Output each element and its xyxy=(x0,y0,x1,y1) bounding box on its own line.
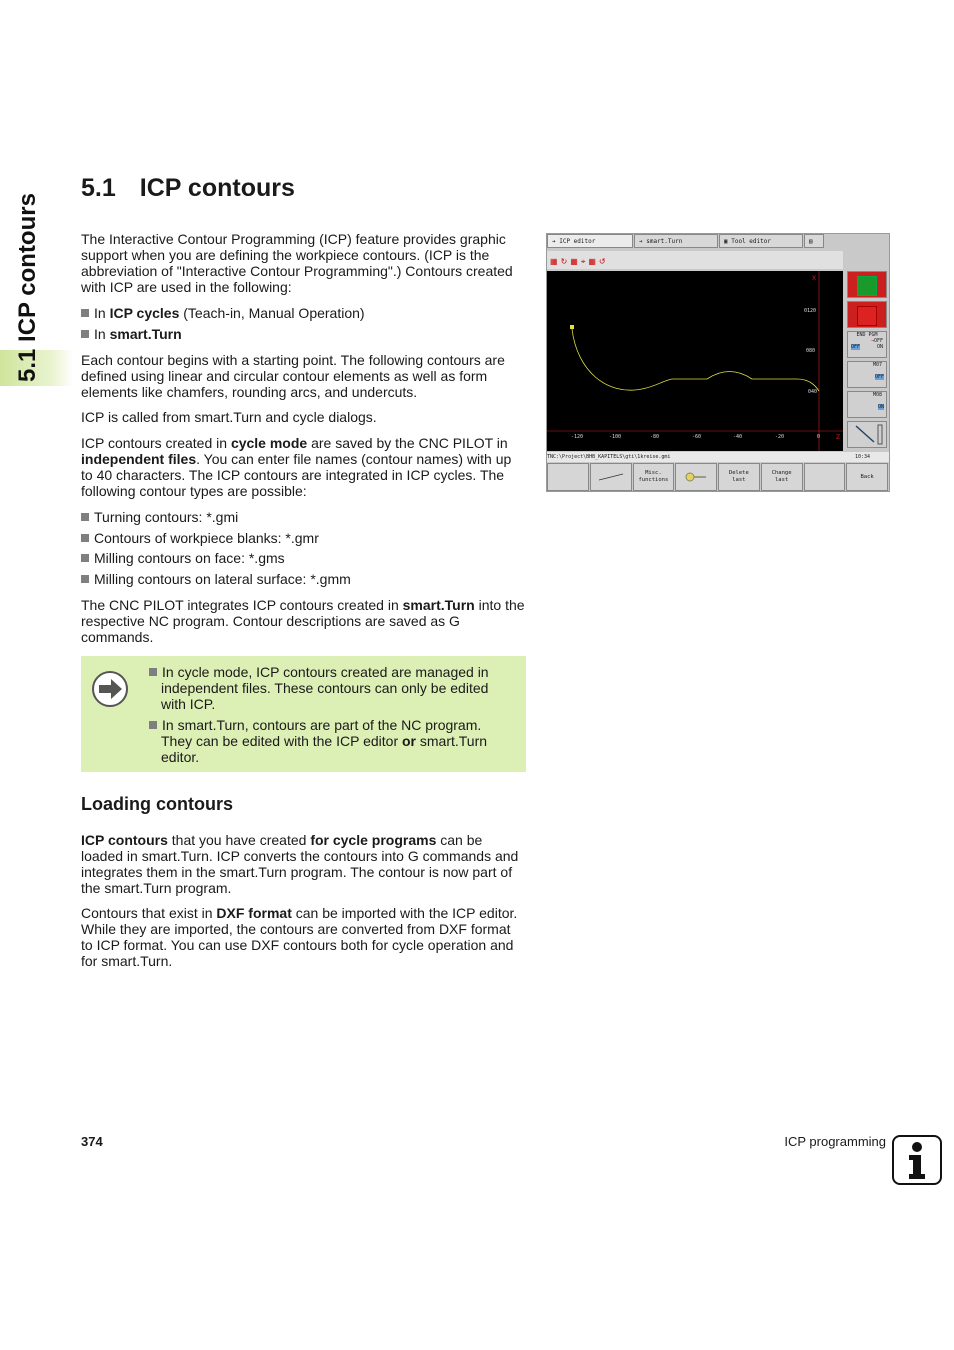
list-item: Milling contours on face: *.gms xyxy=(81,550,525,566)
side-tab-label: 5.1 ICP contours xyxy=(14,193,41,382)
y-tick-label: 040 xyxy=(808,389,818,395)
icp-editor-screenshot xyxy=(546,233,890,492)
softkey-misc-functions: Misc. functions xyxy=(633,463,675,491)
x-tick-label: -20 xyxy=(775,434,785,440)
softkey xyxy=(804,463,846,491)
tab-icp-editor: ➔ ICP editor xyxy=(547,234,633,248)
softkey-line xyxy=(590,463,632,491)
called-paragraph: ICP is called from smart.Turn and cycle dialogs. xyxy=(81,409,377,425)
undo-icon: ↺ xyxy=(598,257,606,266)
measure-icon: ⌖ xyxy=(580,257,586,266)
section-heading xyxy=(81,174,295,203)
loading-paragraph-2: Contours that exist in DXF format can be imported with the ICP editor. While they are imported, the contours are converted from DXF format to ICP format. You can use DXF contours both for cycle operation and for smart.Turn. xyxy=(81,905,518,969)
axis-label-x: X xyxy=(812,275,817,282)
list-item: In smart.Turn xyxy=(81,326,525,342)
section-number: 5.1 xyxy=(81,174,116,202)
softkey-delete-last: Delete last xyxy=(718,463,760,491)
y-tick-label: 080 xyxy=(806,348,816,354)
grid-icon: ▦ xyxy=(570,257,578,266)
grid-icon: ▦ xyxy=(588,257,596,266)
integration-paragraph: The CNC PILOT integrates ICP contours created in smart.Turn into the respective NC program. Contour descriptions are saved as G commands. xyxy=(81,597,525,645)
list-item: Milling contours on lateral surface: *.gmm xyxy=(81,571,525,587)
side-chapter-tab xyxy=(0,172,74,388)
y-tick-label: 0120 xyxy=(804,308,817,314)
grid-icon: ▦ xyxy=(550,257,558,266)
cycle-start-icon xyxy=(847,271,887,298)
end-pgm-key: END PGM →OFF OFF ON xyxy=(847,331,887,358)
softkey xyxy=(547,463,589,491)
page-number: 374 xyxy=(81,1134,103,1149)
key-icon xyxy=(675,463,717,491)
save-icon: ▤ xyxy=(804,234,824,248)
list-item: Turning contours: *.gmi xyxy=(81,509,525,525)
x-tick-label: -60 xyxy=(692,434,702,440)
spindle-icon xyxy=(847,421,887,448)
x-tick-label: -40 xyxy=(733,434,743,440)
status-bar xyxy=(547,452,889,462)
x-tick-label: -80 xyxy=(650,434,660,440)
softkey-back: Back xyxy=(846,463,888,491)
m08-key: M08 ON xyxy=(847,391,887,418)
refresh-icon: ↻ xyxy=(560,257,568,266)
loading-paragraph-1: ICP contours that you have created for cycle programs can be loaded in smart.Turn. ICP converts the contours into G commands and integrates them in the smart.Turn program. The contour is now part of the smart.Turn program. xyxy=(81,832,519,896)
cycle-stop-icon xyxy=(847,301,887,328)
x-tick-label: 0 xyxy=(817,434,821,440)
footer-title: ICP programming xyxy=(784,1134,886,1149)
list-item: Contours of workpiece blanks: *.gmr xyxy=(81,530,525,546)
arrow-right-icon xyxy=(91,670,129,708)
info-icon xyxy=(892,1135,942,1185)
tab-smart-turn: ➔ smart.Turn xyxy=(634,234,718,248)
begin-paragraph: Each contour begins with a starting point. The following contours are defined using linear and circular contour elements as well as form elements like chamfers, rounding arcs, and undercuts. xyxy=(81,352,505,400)
screenshot-tabs xyxy=(547,234,889,250)
intro-paragraph: The Interactive Contour Programming (ICP) feature provides graphic support when you are defining the workpiece contours. (ICP is the abbreviation of "Interactive Contour Programming".) Contours created with ICP are used in the following: xyxy=(81,231,513,295)
tab-tool-editor: ▣ Tool editor xyxy=(719,234,803,248)
clock: 10:34 xyxy=(855,454,871,460)
m07-key: M07 OFF xyxy=(847,361,887,388)
note-item: In smart.Turn, contours are part of the NC program. They can be edited with the ICP editor or smart.Turn editor. xyxy=(149,717,509,765)
softkey-change-last: Change last xyxy=(761,463,803,491)
list-item: In ICP cycles (Teach-in, Manual Operation) xyxy=(81,305,525,321)
cycle-mode-paragraph: ICP contours created in cycle mode are saved by the CNC PILOT in independent files. You can enter file names (contour names) with up to 40 characters. The ICP contours are integrated in ICP cycles. The following contour types are possible: xyxy=(81,435,512,499)
softkey-row xyxy=(547,463,889,491)
note-box xyxy=(81,656,526,772)
contour-canvas xyxy=(547,271,843,451)
section-title: ICP contours xyxy=(139,174,295,202)
screenshot-toolbar xyxy=(547,251,843,269)
file-path: TNC:\Project\BHB_KAPITELS\gti\1kreise.gmi xyxy=(547,454,671,460)
note-item: In cycle mode, ICP contours created are managed in independent files. These contours can only be edited with ICP. xyxy=(149,664,509,712)
x-tick-label: -100 xyxy=(609,434,622,440)
x-tick-label: -120 xyxy=(571,434,584,440)
axis-label-z: Z xyxy=(836,434,841,441)
subsection-heading: Loading contours xyxy=(81,794,233,814)
screenshot-side-keys xyxy=(845,271,889,451)
